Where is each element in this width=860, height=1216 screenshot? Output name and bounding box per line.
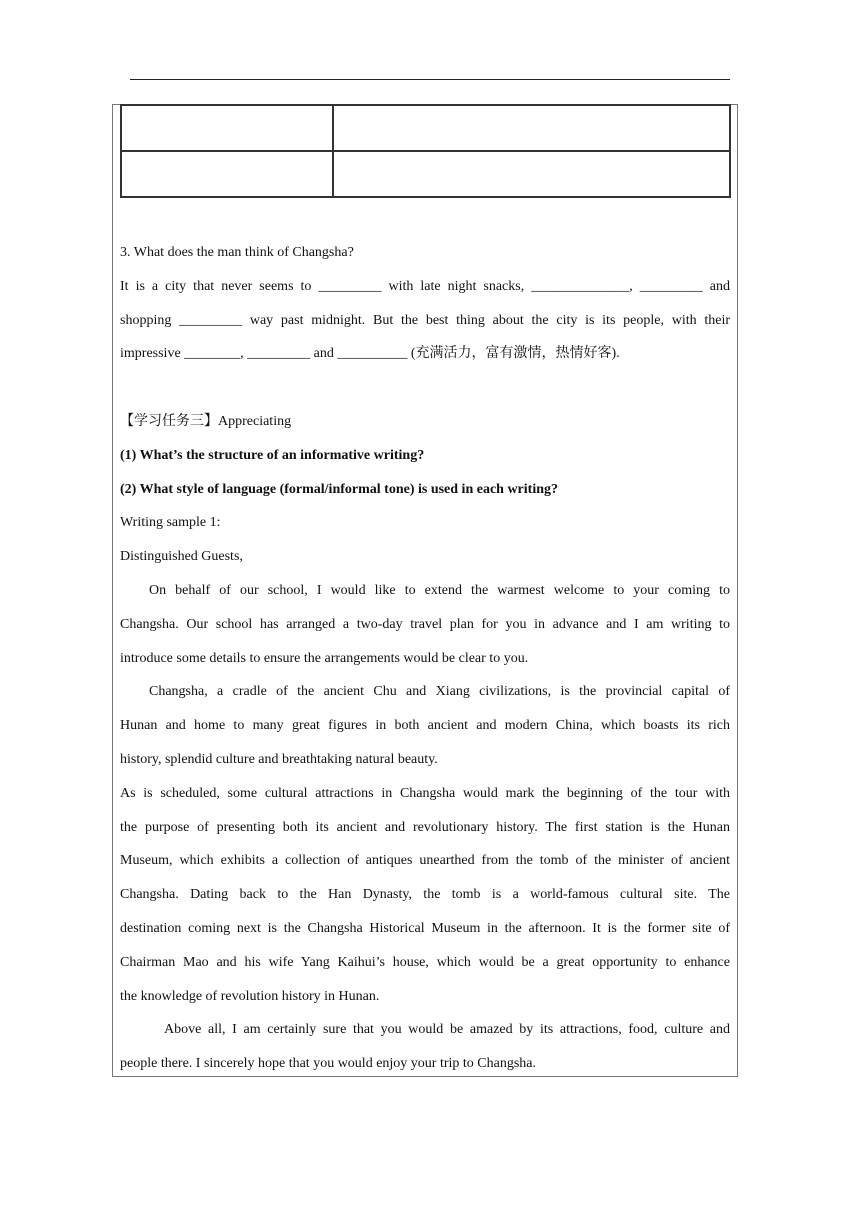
paragraph-line: the knowledge of revolution history in Hunan. <box>120 988 380 1004</box>
salutation: Distinguished Guests, <box>120 549 243 565</box>
paragraph-line: Above all, I am certainly sure that you would be amazed by its attractions, food, culture and <box>164 1022 730 1038</box>
sample-label: Writing sample 1: <box>120 515 221 531</box>
question-3-blank-line: shopping _________ way past midnight. But the best thing about the city is its people, with their <box>120 312 730 328</box>
paragraph-line: Changsha, a cradle of the ancient Chu and Xiang civilizations, is the provincial capital of <box>149 684 730 700</box>
paragraph-line: the purpose of presenting both its ancient and revolutionary history. The first station is the Hunan <box>120 819 730 835</box>
document-body <box>120 236 730 1081</box>
paragraph-line: destination coming next is the Changsha Historical Museum in the afternoon. It is the former site of <box>120 920 730 936</box>
table-cell <box>333 151 730 197</box>
paragraph-line: Museum, which exhibits a collection of antiques unearthed from the tomb of the minister of ancient <box>120 853 730 869</box>
table-cell <box>121 151 333 197</box>
question-3-blank-line: impressive ________, _________ and __________ (充满活力，富有激情，热情好客). <box>120 346 620 362</box>
table-row <box>121 151 730 197</box>
task-3-heading: 【学习任务三】Appreciating <box>120 413 292 429</box>
paragraph-line: introduce some details to ensure the arrangements would be clear to you. <box>120 650 529 666</box>
paragraph-line: Changsha. Our school has arranged a two-day travel plan for you in advance and I am writing to <box>120 616 730 632</box>
task-3-question-1: (1) What’s the structure of an informative writing? <box>120 447 425 463</box>
paragraph-line: On behalf of our school, I would like to extend the warmest welcome to your coming to <box>149 582 730 598</box>
paragraph-line: people there. I sincerely hope that you would enjoy your trip to Changsha. <box>120 1056 537 1072</box>
header-rule <box>130 79 730 80</box>
table-cell <box>121 105 333 151</box>
question-3: 3. What does the man think of Changsha? <box>120 245 354 260</box>
table-cell <box>333 105 730 151</box>
spacer <box>120 371 730 405</box>
paragraph-line: history, splendid culture and breathtaking natural beauty. <box>120 751 438 767</box>
table-row <box>121 105 730 151</box>
paragraph-line: Chairman Mao and his wife Yang Kaihui’s house, which would be a great opportunity to enhance <box>120 954 730 970</box>
question-3-blank-line: It is a city that never seems to _________ with late night snacks, ______________, _________ and <box>120 278 730 294</box>
paragraph-line: Changsha. Dating back to the Han Dynasty, the tomb is a world-famous cultural site. The <box>120 887 730 903</box>
paragraph-line: As is scheduled, some cultural attractions in Changsha would mark the beginning of the tour with <box>120 785 730 801</box>
task-3-question-2: (2) What style of language (formal/informal tone) is used in each writing? <box>120 481 558 497</box>
paragraph-line: Hunan and home to many great figures in both ancient and modern China, which boasts its rich <box>120 718 730 734</box>
answer-table <box>120 104 731 198</box>
